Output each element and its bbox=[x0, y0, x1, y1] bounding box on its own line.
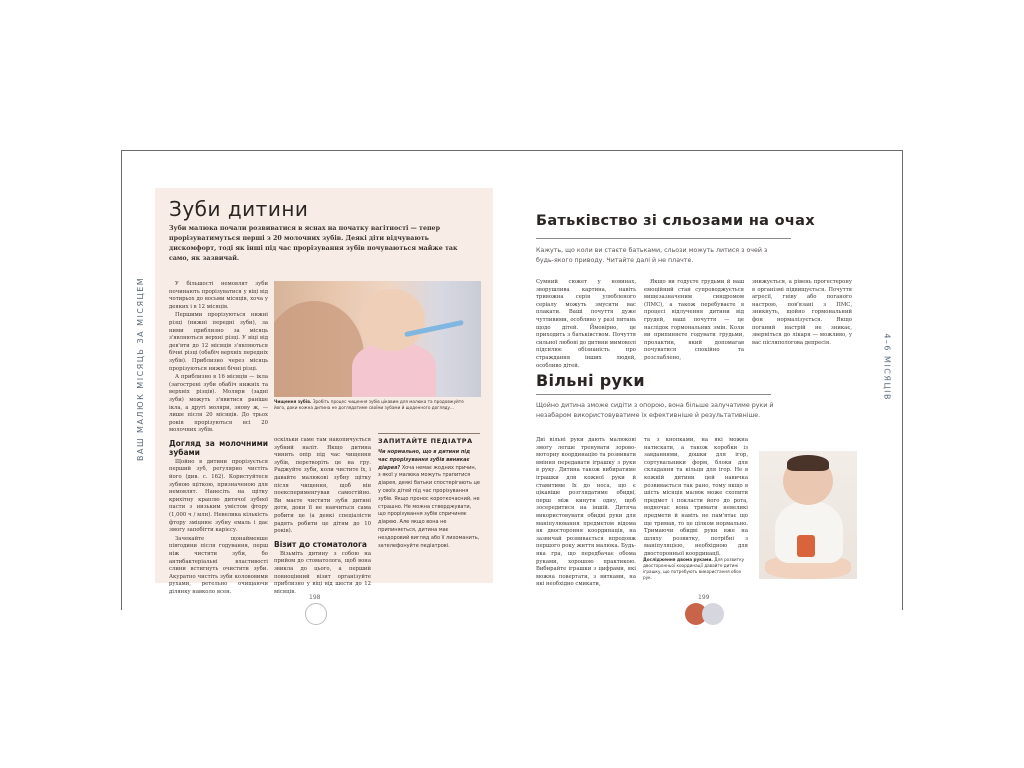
teeth-paragraph: Щойно в дитини прорізується перший зуб, регулярно чистіть його (див. с. 162). Користуйтеся зубною щіткою, призначеною для немовлят. Нанесіть на щітку крихітну краплю дитячої зубної пасти з низьким умістом фтору (1,000 ч / млн). Невелика кількість фтору зміцнює зубну емаль і дає змогу запобігти карієсу. bbox=[169, 458, 268, 534]
teeth-paragraph: Першими прорізуються нижні різці (нижні передні зуби), за ними приблизно за місяць з'являються верхні різці. У віці від дев'яти до 12 місяців з'являються бічні різці (обабіч верхніх передніх зубів). Приблизно через місяць прорізуються нижні бічні різці. bbox=[169, 312, 268, 372]
page-number-right: 199 bbox=[698, 594, 710, 601]
teeth-paragraph: Зачекайте щонайменше півгодини після годування, перш ніж чистити зуби, бо антибактеріальні властивості слини встигнуть очистити зуби. Акуратно чистіть зуби колововими рухами, ретельно очищаючи ділянку навколо ясен. bbox=[169, 535, 268, 595]
pediatrician-question: Чи нормально, що в дитини під час прорізування зубів виникає діарея? bbox=[378, 449, 471, 471]
free-hands-column-2 bbox=[644, 437, 748, 560]
teeth-paragraph: оскільки саме там накопичується зубний наліт. Якщо дитина чинить опір під час чищення зубів, перетворіть це на гру. Раджуйте зуби, коли чистите їх, і давайте малюкові зубну щітку після чищення, щоб він поексперименгував самостійно. Ви маєте чистити зуби дитині доти, доки її не навчиться сама робити це (а деякі спеціалісти радять робити це дітям до 10 років). bbox=[274, 437, 371, 535]
tears-paragraph: Якщо ви годуєте грудьми й ваш емоційний стан супроводжується вищезазначеним синдромом (ПМС), а також перебуваєте в процесі відлучення дитини від грудей, ваші почуття — це наслідок гормональних змін. Коли ви припиняєте годувати грудьми, пролактин, який допомагав почуватися спокійно та розслаблено, bbox=[644, 279, 744, 361]
ask-pediatrician-title: ЗАПИТАЙТЕ ПЕДІАТРА bbox=[378, 437, 473, 445]
teeth-care-subhead: Догляд за молочними зубами bbox=[169, 438, 268, 457]
teeth-column-2 bbox=[274, 437, 371, 597]
free-hands-paragraph: Дві вільні руки дають малюкові змогу легше тренувати зорово-моторну координацію та розвивати вміння передавати іграшку з руки в руку. Дитина також вибиратиме іграшки для кожної руки й ставитиме їх до носа, що є цікавіше розглядатиме обидві, перш між кинути одну, щоб зосередитися на іншій. Дитяча використовувати обидві руки для маніпулювання предметом відома як двостороння координація, на зазвичай розвивається впродовж першого року життя малюка. Будь-яка гра, що передбачає обома руками, хорошою практикою. Вибирайте іграшки з цифрами, які можна повертати, з витками, на які необхідно смикати, bbox=[536, 437, 636, 588]
toothbrush-baby-photo bbox=[274, 281, 481, 397]
caption-text: Для розвитку двосторонньої координації давайте дитині іграшку, що потребують використання обох рук. bbox=[643, 557, 745, 580]
free-hands-lead: Щойно дитина зможе сидіти з опорою, вона більше залучатиме руки й незабаром використовуватиме їх ефективніше й результативніше. bbox=[536, 402, 774, 419]
teeth-column-1 bbox=[169, 281, 268, 598]
right-page bbox=[513, 151, 903, 610]
teeth-paragraph: У більшості немовлят зуби починають прорізуватися у віці від чотирьох до восьми місяців, хоча у деяких і в 12 місяців. bbox=[169, 281, 268, 310]
tears-column-2 bbox=[644, 279, 744, 364]
left-side-label: ВАШ МАЛЮК МІСЯЦЬ ЗА МІСЯЦЕМ bbox=[136, 276, 145, 461]
tears-paragraph: Сумний сюжет у новинах, зворушлива картина, навіть тривожна серія улюбленого серіалу можуть змусити вас плакати. Ваші почуття дуже чутливими, особливо у разі питань щодо дітей. Ймовірно, це приходить з батьківством. Почуття сильної любові до дитини мимоволі підсилює обізнаність про страждання інших людей, особливо дітей. bbox=[536, 279, 636, 369]
toothbrush-photo-caption bbox=[274, 399, 474, 411]
teeth-paragraph: Візьміть дитину з собою на прийом до стоматолога, щоб вона звикла до цього, а перший повноцінний візит організуйте приблизно у віці від шести до 12 місяців. bbox=[274, 550, 371, 595]
page-number-left: 198 bbox=[309, 594, 321, 601]
left-page bbox=[122, 151, 513, 610]
caption-bold: Чищення зубів. bbox=[274, 399, 312, 404]
dentist-subhead: Візит до стоматолога bbox=[274, 539, 367, 549]
sitting-baby-photo bbox=[759, 451, 857, 579]
caption-bold: Дослідження двома руками. bbox=[643, 557, 713, 562]
free-hands-title: Вільні руки bbox=[536, 371, 645, 390]
title-rule bbox=[536, 238, 791, 239]
right-side-label: 4–6 МІСЯЦІВ bbox=[883, 333, 892, 401]
tears-column-3 bbox=[752, 279, 852, 348]
teeth-intro: Зуби малюка почали розвиватися в яснах на початку вагітності — тепер прорізуватимуться перші з 20 молочних зубів. Деякі діти відчувають дискомфорт, тоді як інші під час прорізування зубів почуваються майже так само, як зазвичай. bbox=[169, 225, 458, 262]
book-spread bbox=[121, 150, 903, 610]
light-circle-icon bbox=[702, 603, 724, 625]
title-rule bbox=[536, 394, 771, 395]
tears-title: Батьківство зі сльозами на очах bbox=[536, 213, 815, 229]
free-hands-paragraph: та з кнопками, на які можна натискати, а також коробки із завданнями, дошки для ігор, сортувальники форм, блоки для складання та кільця для ігор. Не в кожній дитини цей навичка розвивається так рано, тому якщо в шість місяців малюк може схопити предмет і покласти його до рота, водночас вона тримати невеликі предмети й навіть не пам'ятає що ще тримав, то це цілком нормально. Тримаючи обидві руки вже на шляху розвитку, потрібні з маніпуляцією, необхідною для двосторонньої координації. bbox=[644, 437, 748, 557]
tears-column-1 bbox=[536, 279, 636, 371]
left-page-circle-icon bbox=[305, 603, 327, 625]
ask-pediatrician-text bbox=[378, 449, 480, 550]
teeth-title: Зуби дитини bbox=[169, 197, 309, 221]
tears-paragraph: знижується, а рівень прогестерону в організмі підвищується. Почуття агресії, гніву або поганого настрою, пов'язані з ПМС, зникнуть, щойно гормональний фон нормалізується. Якщо поганий настрій не зникає, зверніться до лікаря — можливо, у вас післяпологова депресія. bbox=[752, 279, 852, 346]
ask-pediatrician-box bbox=[378, 433, 480, 583]
teeth-paragraph: А приблизно в 16 місяців — ікла (загострені зуби обабіч нижніх та верхніх різців). Моляри (задні зуби) можуть з'явитися раніше ікла, а другі моляри, знову ж, — лише після 20 місяців. До трьох років прорізуються всі 20 молочних зубів. bbox=[169, 374, 268, 434]
caption-text: Зробіть процес чищення зубів цікавим для малюка та продовжуйте його, доки кожна дитина не доглядатиме своїми зубами й щоденного догляду... bbox=[274, 399, 464, 410]
free-hands-column-1 bbox=[536, 437, 636, 590]
sitting-baby-caption bbox=[643, 557, 751, 581]
pediatrician-answer: Хоча немає жодних причин, з якої у малюка можуть трапитися діарея, деякі батьки спостерігають це у своїх дітей під час прорізування зубів. Якщо пронос короткочасний, не страшно. Не можна стверджувати, що прорізування зубів спричиняє діарею. Але якщо вона не припиняється, дитина має нездоровий вигляд або її лихоманить, зателефонуйте педіатрові. bbox=[378, 464, 480, 549]
tears-lead: Кажуть, що коли ви стаєте батьками, сльози можуть литися з очей з будь-якого приводу. Читайте далі й не плачте. bbox=[536, 247, 768, 264]
